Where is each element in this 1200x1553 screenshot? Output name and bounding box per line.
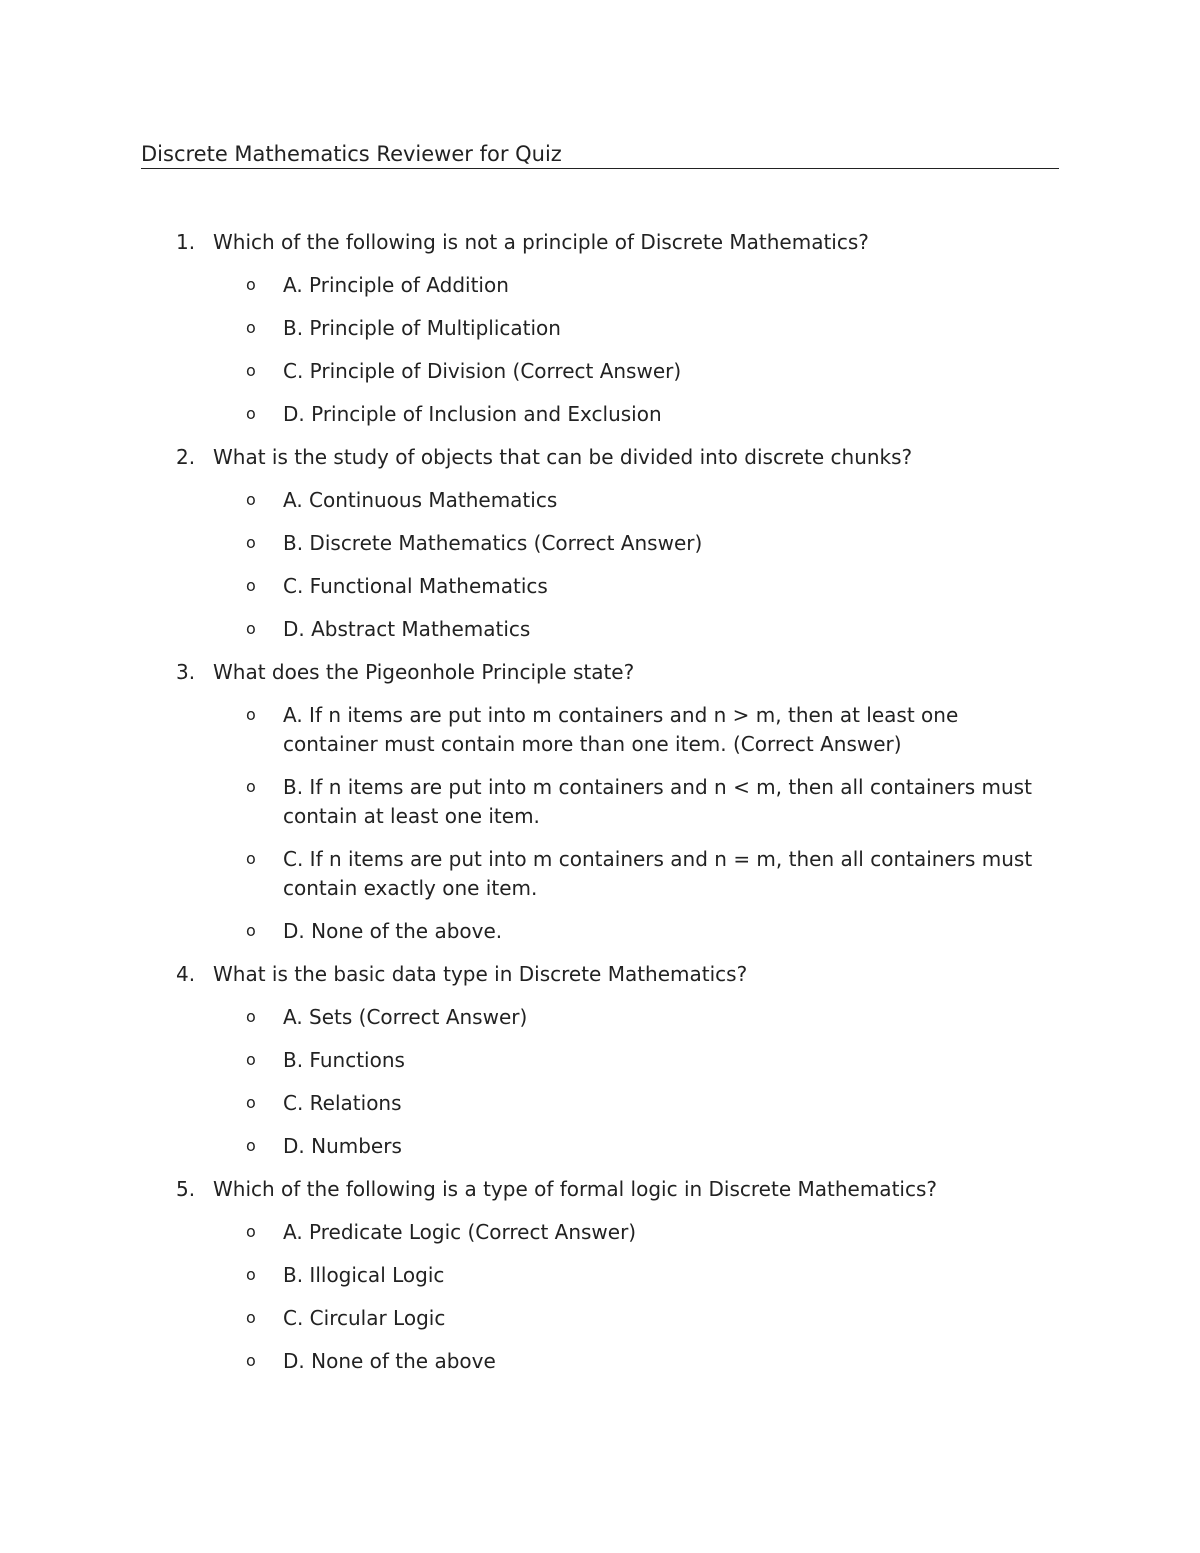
option-text: C. If n items are put into m containers and n = m, then all containers must contain exactly one item. (283, 847, 1033, 900)
bullet-icon: o (246, 705, 256, 724)
option-text: B. Principle of Multiplication (283, 316, 561, 340)
bullet-icon: o (246, 921, 256, 940)
bullet-icon: o (246, 619, 256, 638)
option-text: D. Numbers (283, 1134, 402, 1158)
option-item (0, 613, 1200, 645)
option-list (0, 1001, 1200, 1162)
option-item (0, 484, 1200, 516)
option-text: A. Continuous Mathematics (283, 488, 558, 512)
option-text: B. If n items are put into m containers and n < m, then all containers must contain at least one item. (283, 775, 1032, 828)
bullet-icon: o (246, 1007, 256, 1026)
question-2 (0, 441, 1200, 645)
option-item (0, 1259, 1200, 1291)
option-item (0, 527, 1200, 559)
option-item (0, 1302, 1200, 1334)
option-text: D. Abstract Mathematics (283, 617, 531, 641)
question-list (0, 226, 1200, 1377)
question-number: 1. (176, 230, 196, 254)
bullet-icon: o (246, 490, 256, 509)
option-list (0, 699, 1200, 947)
bullet-icon: o (246, 1308, 256, 1327)
bullet-icon: o (246, 1222, 256, 1241)
bullet-icon: o (246, 1136, 256, 1155)
document-title: Discrete Mathematics Reviewer for Quiz (141, 140, 1059, 169)
option-text: D. None of the above. (283, 919, 503, 943)
question-3 (0, 656, 1200, 947)
option-item (0, 1044, 1200, 1076)
question-5 (0, 1173, 1200, 1377)
option-item (0, 355, 1200, 387)
option-text: D. None of the above (283, 1349, 496, 1373)
option-item (0, 915, 1200, 947)
option-item (0, 570, 1200, 602)
option-item (0, 398, 1200, 430)
option-text: C. Relations (283, 1091, 402, 1115)
question-1 (0, 226, 1200, 430)
option-item (0, 1087, 1200, 1119)
option-text: A. Sets (Correct Answer) (283, 1005, 528, 1029)
bullet-icon: o (246, 1093, 256, 1112)
option-item (0, 269, 1200, 301)
bullet-icon: o (246, 1351, 256, 1370)
bullet-icon: o (246, 404, 256, 423)
option-text: C. Circular Logic (283, 1306, 446, 1330)
option-text: D. Principle of Inclusion and Exclusion (283, 402, 662, 426)
option-text: C. Principle of Division (Correct Answer) (283, 359, 682, 383)
bullet-icon: o (246, 318, 256, 337)
bullet-icon: o (246, 361, 256, 380)
option-item (0, 1130, 1200, 1162)
question-text: Which of the following is not a principle of Discrete Mathematics? (213, 230, 869, 254)
option-list (0, 269, 1200, 430)
bullet-icon: o (246, 849, 256, 868)
option-list (0, 1216, 1200, 1377)
option-text: C. Functional Mathematics (283, 574, 548, 598)
option-item (0, 1216, 1200, 1248)
option-list (0, 484, 1200, 645)
question-number: 3. (176, 660, 196, 684)
option-text: A. Predicate Logic (Correct Answer) (283, 1220, 637, 1244)
question-text: What does the Pigeonhole Principle state? (213, 660, 635, 684)
question-number: 4. (176, 962, 196, 986)
question-number: 2. (176, 445, 196, 469)
question-4 (0, 958, 1200, 1162)
option-text: B. Discrete Mathematics (Correct Answer) (283, 531, 703, 555)
bullet-icon: o (246, 1265, 256, 1284)
option-text: A. Principle of Addition (283, 273, 509, 297)
option-text: B. Illogical Logic (283, 1263, 445, 1287)
option-text: B. Functions (283, 1048, 405, 1072)
option-item (0, 699, 1200, 760)
bullet-icon: o (246, 275, 256, 294)
question-text: What is the basic data type in Discrete Mathematics? (213, 962, 748, 986)
option-text: A. If n items are put into m containers and n > m, then at least one container must contain more than one item. (Correct Answer) (283, 703, 959, 756)
question-text: What is the study of objects that can be divided into discrete chunks? (213, 445, 913, 469)
bullet-icon: o (246, 1050, 256, 1069)
option-item (0, 1345, 1200, 1377)
option-item (0, 771, 1200, 832)
bullet-icon: o (246, 777, 256, 796)
question-text: Which of the following is a type of formal logic in Discrete Mathematics? (213, 1177, 937, 1201)
option-item (0, 843, 1200, 904)
question-number: 5. (176, 1177, 196, 1201)
option-item (0, 312, 1200, 344)
option-item (0, 1001, 1200, 1033)
bullet-icon: o (246, 533, 256, 552)
bullet-icon: o (246, 576, 256, 595)
